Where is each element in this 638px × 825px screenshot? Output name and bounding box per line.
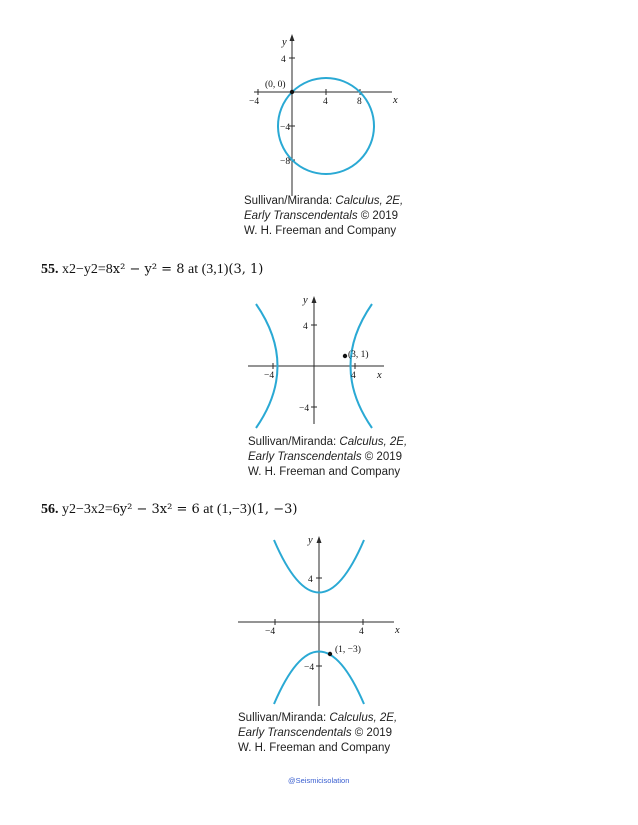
y-axis-label: y — [308, 535, 313, 546]
point-label: (1, −3) — [335, 645, 361, 655]
figure-credit: Sullivan/Miranda: Calculus, 2E, Early Transcendentals © 2019 W. H. Freeman and Company — [248, 436, 408, 478]
problem-56 — [41, 502, 297, 518]
x-tick-label: −4 — [249, 97, 260, 107]
problem-point: (3, 1) — [228, 262, 264, 277]
tangent-point — [328, 652, 332, 656]
problem-point-text: at (3,1) — [184, 262, 229, 277]
x-axis-label: x — [377, 370, 382, 381]
origin-point — [290, 90, 294, 94]
figure-credit: Sullivan/Miranda: Calculus, 2E, Early Transcendentals © 2019 W. H. Freeman and Company — [244, 195, 404, 237]
y-tick-label: −4 — [304, 663, 315, 673]
tangent-point — [343, 354, 347, 358]
y-axis-arrow — [290, 34, 295, 41]
x-axis-label: x — [393, 95, 398, 106]
hyperbola-x-graph — [244, 290, 394, 430]
problem-equation-plain: y2−3x2=6 — [62, 502, 120, 517]
y-axis-arrow — [312, 296, 317, 303]
problem-point-text: at (1,−3) — [199, 502, 252, 517]
x-tick-label: −4 — [264, 371, 275, 381]
figure-hyperbola-x-graph — [244, 290, 394, 430]
y-tick-label: −4 — [280, 123, 291, 133]
problem-number: 55. — [41, 262, 59, 277]
y-tick-label: 4 — [303, 322, 308, 332]
footer-watermark: @Seismicisolation — [288, 776, 350, 785]
figure-circle-graph — [240, 30, 410, 200]
x-tick-label: 4 — [351, 371, 356, 381]
problem-equation-plain: x2−y2=8 — [62, 262, 113, 277]
y-tick-label: 4 — [281, 55, 286, 65]
x-tick-label: 8 — [357, 97, 362, 107]
y-tick-label: −8 — [280, 157, 291, 167]
x-tick-label: 4 — [359, 627, 364, 637]
hyperbola-y-graph — [234, 530, 409, 710]
problem-number: 56. — [41, 502, 59, 517]
problem-equation: x² − y² = 8 — [112, 262, 185, 277]
x-tick-label: 4 — [323, 97, 328, 107]
y-axis-arrow — [317, 536, 322, 543]
y-tick-label: 4 — [308, 575, 313, 585]
y-tick-label: −4 — [299, 404, 310, 414]
figure-credit: Sullivan/Miranda: Calculus, 2E, Early Transcendentals © 2019 W. H. Freeman and Company — [238, 712, 398, 754]
problem-point: (1, −3) — [251, 502, 298, 517]
figure-hyperbola-y-graph — [234, 530, 409, 710]
y-axis-label: y — [282, 37, 287, 48]
x-axis-label: x — [395, 625, 400, 636]
point-label: (0, 0) — [265, 80, 286, 90]
problem-equation: y² − 3x² = 6 — [119, 502, 200, 517]
circle-graph — [240, 30, 410, 200]
y-axis-label: y — [303, 295, 308, 306]
problem-55 — [41, 262, 263, 278]
x-tick-label: −4 — [265, 627, 276, 637]
point-label: (3, 1) — [348, 350, 369, 360]
